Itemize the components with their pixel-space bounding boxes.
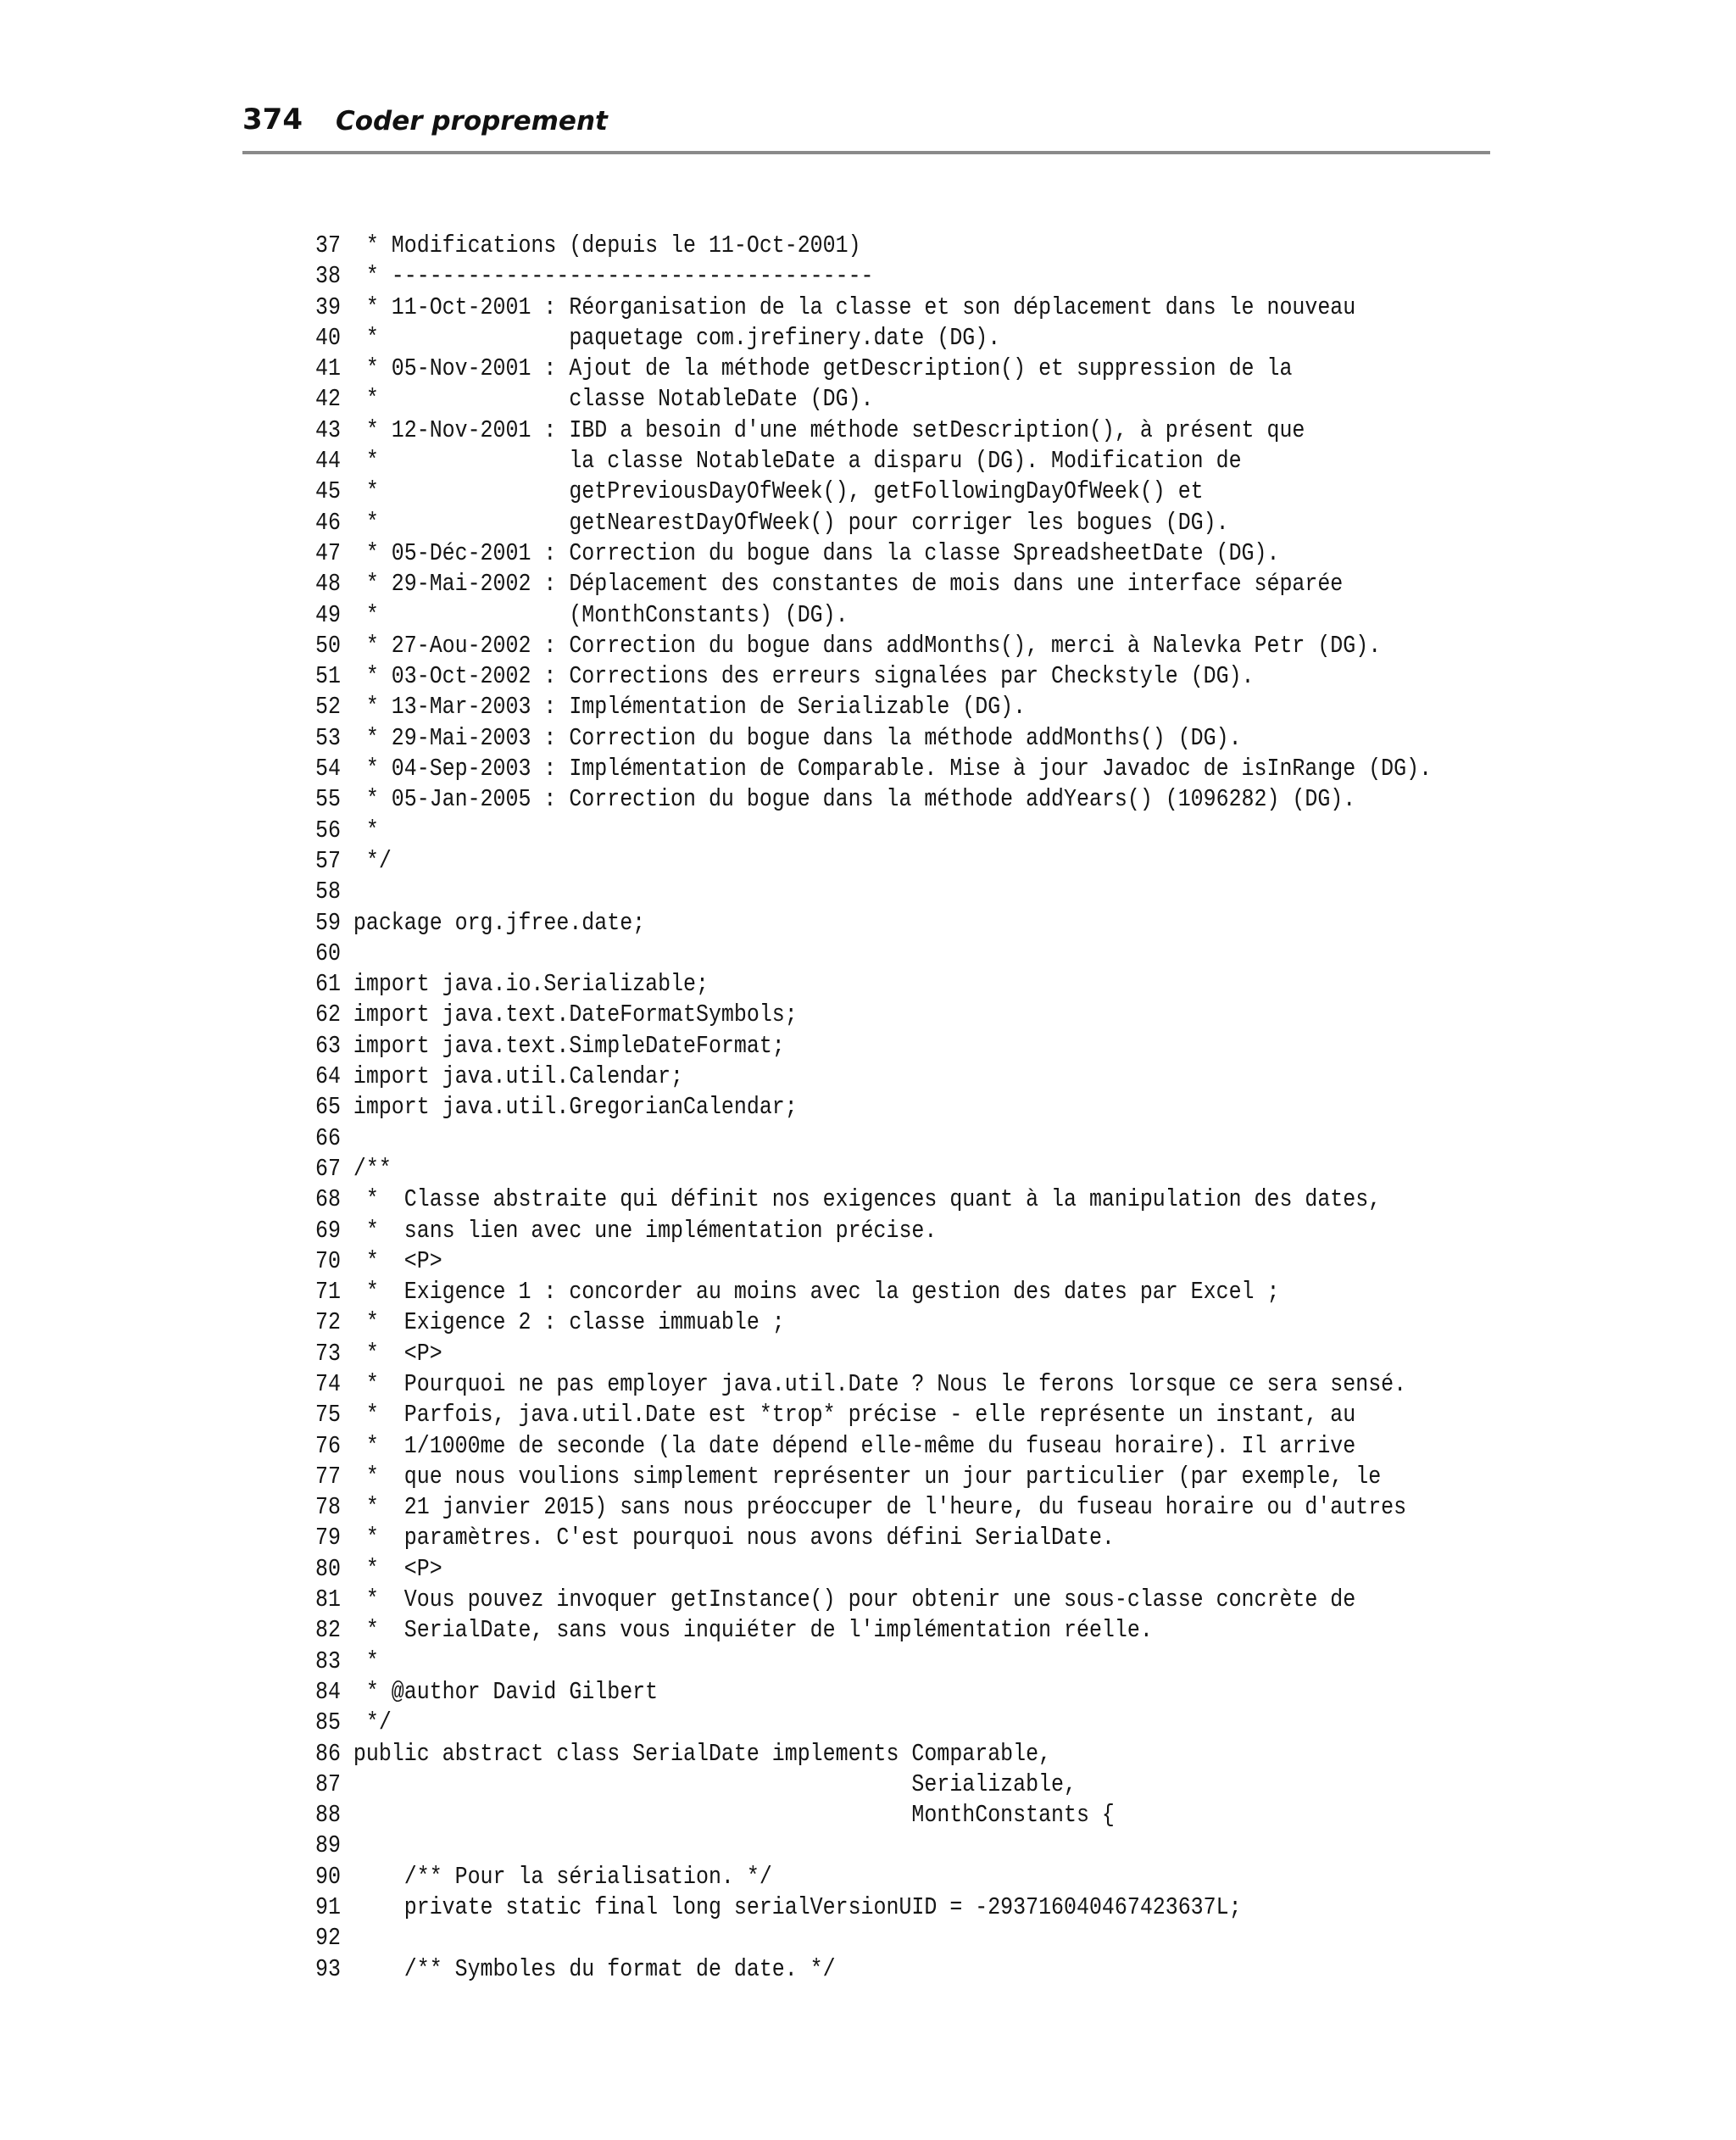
line-text: * <P> bbox=[353, 1554, 442, 1583]
code-line bbox=[315, 569, 1344, 599]
code-line bbox=[315, 1554, 1336, 1585]
code-line bbox=[315, 1277, 1336, 1307]
line-number: 85 bbox=[315, 1708, 341, 1737]
line-text: private static final long serialVersionUID = -293716040467423637L; bbox=[353, 1893, 1242, 1922]
line-number: 58 bbox=[315, 878, 341, 906]
line-text: import java.text.DateFormatSymbols; bbox=[353, 1000, 798, 1029]
code-line bbox=[315, 538, 1336, 569]
line-text: * que nous voulions simplement représenter un jour particulier (par exemple, le bbox=[353, 1462, 1382, 1491]
line-number: 61 bbox=[315, 970, 341, 999]
code-line bbox=[315, 1154, 1336, 1184]
line-text: * @author David Gilbert bbox=[353, 1677, 659, 1706]
code-line bbox=[315, 723, 1336, 754]
code-line bbox=[315, 1123, 1336, 1154]
code-line bbox=[315, 354, 1336, 384]
code-line bbox=[315, 1031, 1336, 1062]
line-text: * paramètres. C'est pourquoi nous avons défini SerialDate. bbox=[353, 1524, 1115, 1552]
line-number: 64 bbox=[315, 1062, 341, 1091]
line-text: import java.util.GregorianCalendar; bbox=[353, 1093, 798, 1122]
code-line bbox=[315, 323, 1336, 354]
line-text: * la classe NotableDate a disparu (DG). Modification de bbox=[353, 447, 1242, 476]
line-number: 67 bbox=[315, 1154, 341, 1183]
code-line bbox=[315, 939, 1336, 969]
line-number: 65 bbox=[315, 1093, 341, 1122]
code-line bbox=[315, 816, 1336, 846]
code-line bbox=[315, 969, 1336, 1000]
line-text: * 05-Jan-2005 : Correction du bogue dans la méthode addYears() (1096282) (DG). bbox=[353, 785, 1356, 814]
line-number: 53 bbox=[315, 723, 341, 752]
code-line bbox=[315, 754, 1433, 784]
code-line bbox=[315, 692, 1336, 722]
line-number: 76 bbox=[315, 1431, 341, 1460]
line-number: 49 bbox=[315, 600, 341, 629]
line-number: 81 bbox=[315, 1585, 341, 1614]
line-number: 38 bbox=[315, 262, 341, 291]
line-text: * Exigence 1 : concorder au moins avec la gestion des dates par Excel ; bbox=[353, 1278, 1280, 1307]
line-text: * 05-Nov-2001 : Ajout de la méthode getDescription() et suppression de la bbox=[353, 354, 1293, 383]
line-text: * 27-Aou-2002 : Correction du bogue dans addMonths(), merci à Nalevka Petr (DG). bbox=[353, 631, 1382, 660]
line-number: 79 bbox=[315, 1524, 341, 1552]
code-line bbox=[315, 1739, 1336, 1769]
code-line bbox=[315, 661, 1336, 692]
line-number: 83 bbox=[315, 1647, 341, 1675]
line-number: 82 bbox=[315, 1616, 341, 1645]
line-number: 51 bbox=[315, 662, 341, 691]
code-line bbox=[315, 1492, 1407, 1523]
line-text: * 29-Mai-2002 : Déplacement des constantes de mois dans une interface séparée bbox=[353, 570, 1344, 599]
code-line bbox=[315, 1769, 1336, 1800]
code-line bbox=[315, 1585, 1356, 1615]
line-text: * -------------------------------------- bbox=[353, 262, 874, 291]
line-text: * bbox=[353, 816, 379, 844]
line-text: */ bbox=[353, 1708, 392, 1737]
code-line bbox=[315, 1184, 1382, 1215]
code-line bbox=[315, 1000, 1336, 1030]
line-text: * Vous pouvez invoquer getInstance() pour obtenir une sous-classe concrète de bbox=[353, 1585, 1356, 1614]
line-text: * 13-Mar-2003 : Implémentation de Serializable (DG). bbox=[353, 693, 1027, 722]
line-text: * 03-Oct-2002 : Corrections des erreurs signalées par Checkstyle (DG). bbox=[353, 662, 1255, 691]
line-text: * <P> bbox=[353, 1339, 442, 1368]
line-number: 68 bbox=[315, 1185, 341, 1214]
page-header bbox=[242, 100, 1490, 154]
code-line bbox=[315, 1647, 1336, 1677]
line-number: 62 bbox=[315, 1000, 341, 1029]
line-number: 39 bbox=[315, 293, 341, 321]
line-number: 54 bbox=[315, 755, 341, 783]
line-number: 80 bbox=[315, 1554, 341, 1583]
line-text: Serializable, bbox=[353, 1769, 1077, 1798]
line-text: /** bbox=[353, 1154, 392, 1183]
line-text: import java.util.Calendar; bbox=[353, 1062, 684, 1091]
line-number: 86 bbox=[315, 1739, 341, 1768]
line-text: * 11-Oct-2001 : Réorganisation de la classe et son déplacement dans le nouveau bbox=[353, 293, 1356, 321]
line-text: */ bbox=[353, 846, 392, 875]
line-number: 90 bbox=[315, 1862, 341, 1891]
line-number: 47 bbox=[315, 538, 341, 567]
line-number: 55 bbox=[315, 785, 341, 814]
running-title: Coder proprement bbox=[336, 106, 608, 137]
line-text: * Classe abstraite qui définit nos exigences quant à la manipulation des dates, bbox=[353, 1185, 1382, 1214]
code-line bbox=[315, 446, 1336, 476]
line-number: 44 bbox=[315, 447, 341, 476]
line-number: 60 bbox=[315, 939, 341, 967]
line-number: 37 bbox=[315, 231, 341, 259]
line-number: 91 bbox=[315, 1893, 341, 1922]
line-text: /** Pour la sérialisation. */ bbox=[353, 1862, 772, 1891]
line-text: * Modifications (depuis le 11-Oct-2001) bbox=[353, 231, 861, 259]
line-number: 50 bbox=[315, 631, 341, 660]
line-text: * Exigence 2 : classe immuable ; bbox=[353, 1308, 785, 1337]
line-number: 57 bbox=[315, 846, 341, 875]
code-line bbox=[315, 1677, 1336, 1708]
code-line bbox=[315, 1708, 1336, 1738]
line-number: 93 bbox=[315, 1954, 341, 1983]
line-number: 74 bbox=[315, 1369, 341, 1398]
code-line bbox=[315, 1800, 1336, 1831]
line-text: * Parfois, java.util.Date est *trop* précise - elle représente un instant, au bbox=[353, 1401, 1356, 1429]
line-number: 84 bbox=[315, 1677, 341, 1706]
line-number: 48 bbox=[315, 570, 341, 599]
line-number: 87 bbox=[315, 1769, 341, 1798]
line-text: * 05-Déc-2001 : Correction du bogue dans la classe SpreadsheetDate (DG). bbox=[353, 538, 1280, 567]
line-number: 66 bbox=[315, 1123, 341, 1152]
code-line bbox=[315, 1369, 1407, 1400]
line-text: * getNearestDayOfWeek() pour corriger les bogues (DG). bbox=[353, 508, 1229, 537]
code-line bbox=[315, 1831, 1336, 1861]
code-line bbox=[315, 877, 1336, 907]
code-line bbox=[315, 1923, 1336, 1953]
line-text: * sans lien avec une implémentation précise. bbox=[353, 1216, 938, 1245]
line-text: * classe NotableDate (DG). bbox=[353, 385, 874, 414]
code-line bbox=[315, 231, 1336, 261]
code-line bbox=[315, 1462, 1382, 1492]
line-text: * 1/1000me de seconde (la date dépend elle-même du fuseau horaire). Il arrive bbox=[353, 1431, 1356, 1460]
line-text: package org.jfree.date; bbox=[353, 908, 646, 937]
line-text: * 21 janvier 2015) sans nous préoccuper de l'heure, du fuseau horaire ou d'autres bbox=[353, 1493, 1407, 1522]
code-line bbox=[315, 631, 1382, 661]
line-number: 69 bbox=[315, 1216, 341, 1245]
code-line bbox=[315, 908, 1336, 939]
code-line bbox=[315, 1246, 1336, 1277]
line-text: * paquetage com.jrefinery.date (DG). bbox=[353, 323, 1001, 352]
line-text: * 29-Mai-2003 : Correction du bogue dans la méthode addMonths() (DG). bbox=[353, 723, 1242, 752]
line-number: 59 bbox=[315, 908, 341, 937]
page-number: 374 bbox=[242, 103, 303, 137]
code-line bbox=[315, 1307, 1336, 1338]
line-number: 56 bbox=[315, 816, 341, 844]
code-listing bbox=[315, 231, 1502, 1985]
line-number: 78 bbox=[315, 1493, 341, 1522]
line-number: 75 bbox=[315, 1401, 341, 1429]
line-text: import java.io.Serializable; bbox=[353, 970, 709, 999]
line-number: 71 bbox=[315, 1278, 341, 1307]
header-divider bbox=[242, 151, 1490, 154]
code-line bbox=[315, 846, 1336, 877]
line-number: 40 bbox=[315, 323, 341, 352]
code-line bbox=[315, 476, 1336, 507]
line-text: /** Symboles du format de date. */ bbox=[353, 1954, 836, 1983]
line-text: * <P> bbox=[353, 1246, 442, 1275]
line-text: * (MonthConstants) (DG). bbox=[353, 600, 849, 629]
code-line bbox=[315, 1892, 1336, 1923]
line-number: 43 bbox=[315, 415, 341, 444]
code-line bbox=[315, 293, 1356, 323]
code-line bbox=[315, 508, 1336, 538]
code-line bbox=[315, 784, 1356, 815]
code-line bbox=[315, 1339, 1336, 1369]
code-line bbox=[315, 415, 1336, 446]
line-text: * bbox=[353, 1647, 379, 1675]
line-number: 46 bbox=[315, 508, 341, 537]
code-line bbox=[315, 261, 1336, 292]
line-number: 52 bbox=[315, 693, 341, 722]
code-line bbox=[315, 1092, 1336, 1123]
line-text: * SerialDate, sans vous inquiéter de l'implémentation réelle. bbox=[353, 1616, 1153, 1645]
code-line bbox=[315, 600, 1336, 631]
code-line bbox=[315, 1523, 1336, 1553]
line-number: 45 bbox=[315, 477, 341, 506]
line-number: 63 bbox=[315, 1031, 341, 1060]
line-text: * 12-Nov-2001 : IBD a besoin d'une méthode setDescription(), à présent que bbox=[353, 415, 1305, 444]
line-number: 42 bbox=[315, 385, 341, 414]
line-number: 77 bbox=[315, 1462, 341, 1491]
line-text: * Pourquoi ne pas employer java.util.Date ? Nous le ferons lorsque ce sera sensé. bbox=[353, 1369, 1407, 1398]
line-number: 70 bbox=[315, 1246, 341, 1275]
line-text: import java.text.SimpleDateFormat; bbox=[353, 1031, 785, 1060]
code-line bbox=[315, 1954, 1336, 1985]
line-text: public abstract class SerialDate implements Comparable, bbox=[353, 1739, 1052, 1768]
code-line bbox=[315, 384, 1336, 415]
code-line bbox=[315, 1862, 1336, 1892]
line-text: * getPreviousDayOfWeek(), getFollowingDayOfWeek() et bbox=[353, 477, 1204, 506]
line-text: * 04-Sep-2003 : Implémentation de Comparable. Mise à jour Javadoc de isInRange (DG). bbox=[353, 755, 1433, 783]
line-number: 72 bbox=[315, 1308, 341, 1337]
code-line bbox=[315, 1400, 1356, 1430]
code-line bbox=[315, 1062, 1336, 1092]
code-line bbox=[315, 1615, 1336, 1646]
code-line bbox=[315, 1216, 1336, 1246]
line-number: 41 bbox=[315, 354, 341, 383]
line-text: MonthConstants { bbox=[353, 1801, 1115, 1830]
line-number: 92 bbox=[315, 1924, 341, 1953]
line-number: 88 bbox=[315, 1801, 341, 1830]
line-number: 73 bbox=[315, 1339, 341, 1368]
line-number: 89 bbox=[315, 1831, 341, 1860]
code-line bbox=[315, 1431, 1356, 1462]
